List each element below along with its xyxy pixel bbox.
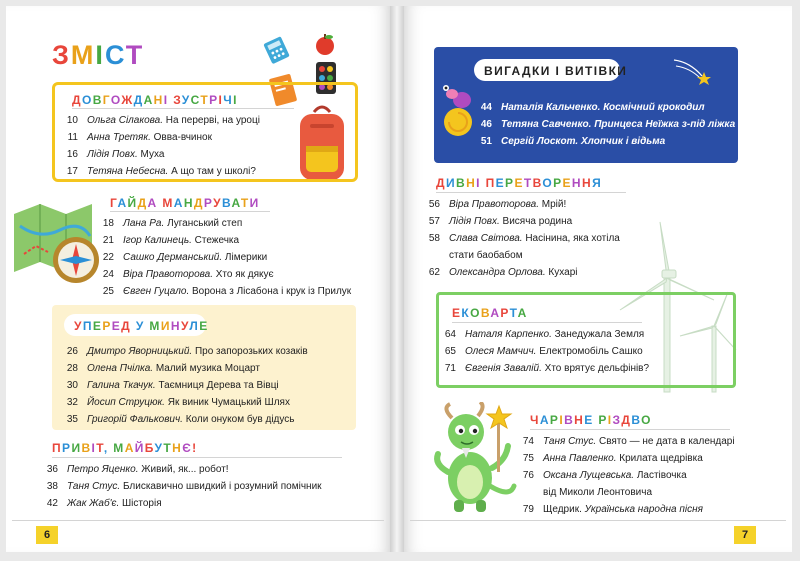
toc-entry[interactable]: 44 Наталія Кальченко. Космічний крокодил — [480, 102, 705, 113]
section-entries-future — [36, 461, 322, 512]
toc-entry[interactable]: 57 Лідія Повх. Висяча родина — [428, 216, 573, 227]
toc-entry[interactable]: 74 Таня Стус. Свято — не дата в календарі — [522, 436, 735, 447]
shooting-star-icon — [672, 56, 712, 86]
section-entries-travel — [92, 215, 351, 300]
section-heading-future: ПРИВІТ, МАЙБУТНЄ! — [52, 441, 198, 455]
toc-entry[interactable]: 75 Анна Павленко. Крилата щедрівка — [522, 453, 703, 464]
book-gutter — [390, 6, 404, 552]
section-heading-travel: ГАЙДА МАНДРУВАТИ — [110, 196, 260, 210]
toc-entry[interactable]: 16 Лідія Повх. Муха — [66, 149, 165, 160]
toc-entry[interactable]: 32 Йосип Струцюк. Як виник Чумацький Шлях — [66, 397, 290, 408]
toc-entry[interactable]: 65 Олеся Мамчич. Електромобіль Сашко — [444, 346, 643, 357]
toc-entry[interactable]: 26 Дмитро Яворницький. Про запорозьких козаків — [66, 346, 308, 357]
toc-entry[interactable]: 64 Наталя Карпенко. Занедужала Земля — [444, 329, 645, 340]
toc-entry-continuation: стати баобабом — [449, 250, 523, 261]
section-entries-meetings — [56, 112, 260, 180]
toc-entry-continuation: від Миколи Леонтовича — [543, 487, 652, 498]
toc-entry[interactable]: 56 Віра Правоторова. Мрій! — [428, 199, 567, 210]
section-entries-eco — [434, 326, 649, 377]
toc-entry[interactable]: 76 Оксана Лущевська. Ластівочка — [522, 470, 687, 481]
toc-entry[interactable]: 17 Тетяна Небесна. А що там у школі? — [66, 166, 256, 177]
toc-entry[interactable]: 58 Слава Світова. Насінина, яка хотіла — [428, 233, 620, 244]
section-entries-past — [56, 343, 308, 428]
toc-entry[interactable]: 71 Євгенія Завалій. Хто врятує дельфінів? — [444, 363, 650, 374]
contents-title: ЗМІСТ — [52, 40, 145, 70]
section-heading-transformations: ДИВНІ ПЕРЕТВОРЕННЯ — [436, 176, 603, 190]
toc-entry[interactable]: 51 Сергій Лоскот. Хлопчик і відьма — [480, 136, 666, 147]
divider — [530, 429, 730, 430]
section-heading-meetings: ДОВГОЖДАНІ ЗУСТРІЧІ — [72, 93, 238, 107]
toc-entry[interactable]: 62 Олександра Орлова. Кухарі — [428, 267, 578, 278]
footer-divider — [410, 520, 786, 521]
toc-entry[interactable]: 38 Таня Стус. Блискавично швидкий і розумний помічник — [46, 481, 322, 492]
divider — [72, 108, 294, 109]
toc-entry[interactable]: 46 Тетяна Савченко. Принцеса Неїжка з-під ліжка — [480, 119, 736, 130]
toc-entry[interactable]: 79 Щедрик. Українська народна пісня — [522, 504, 703, 515]
section-entries-christmas — [512, 433, 735, 518]
toc-entry[interactable]: 25 Євген Гуцало. Ворона з Лісабона і крук із Прилук — [102, 286, 352, 297]
toc-entry[interactable]: 21 Ігор Калинець. Стежечка — [102, 235, 240, 246]
toc-entry[interactable]: 18 Лана Ра. Луганський степ — [102, 218, 243, 229]
divider — [110, 211, 270, 212]
divider — [452, 322, 642, 323]
section-heading-christmas: ЧАРІВНЕ РІЗДВО — [530, 413, 652, 427]
calculator-icon — [262, 36, 292, 64]
toc-entry[interactable]: 35 Григорій Фалькович. Коли онуком був дідусь — [66, 414, 295, 425]
toc-entry[interactable]: 36 Петро Яценко. Живий, як... робот! — [46, 464, 229, 475]
section-heading-fancies: ВИГАДКИ І ВИТІВКИ — [484, 64, 628, 78]
toc-entry[interactable]: 24 Віра Правоторова. Хто як дякує — [102, 269, 274, 280]
toc-entry[interactable]: 11 Анна Третяк. Овва-вчинок — [67, 132, 212, 143]
toc-entry[interactable]: 10 Ольга Сілакова. На перерві, на уроці — [66, 115, 260, 126]
toc-entry[interactable]: 28 Олена Пчілка. Малий музика Моцарт — [66, 363, 260, 374]
toc-entry[interactable]: 30 Галина Ткачук. Таємниця Дерева та Вівці — [66, 380, 279, 391]
page-number-left: 6 — [36, 526, 58, 544]
divider — [436, 192, 626, 193]
footer-divider — [12, 520, 384, 521]
divider — [52, 457, 342, 458]
section-heading-past: УПЕРЕД У МИНУЛЕ — [74, 319, 209, 333]
apple-icon — [313, 32, 337, 56]
page-number-right: 7 — [734, 526, 756, 544]
section-entries-transformations — [418, 196, 620, 281]
toc-entry[interactable]: 42 Жак Жаб'є. Шісторія — [46, 498, 162, 509]
magic-wand-icon — [484, 404, 514, 474]
toc-entry[interactable]: 22 Сашко Дерманський. Лімерики — [102, 252, 268, 263]
section-heading-eco: ЕКОВАРТА — [452, 306, 528, 320]
section-entries-fancies — [470, 99, 735, 150]
